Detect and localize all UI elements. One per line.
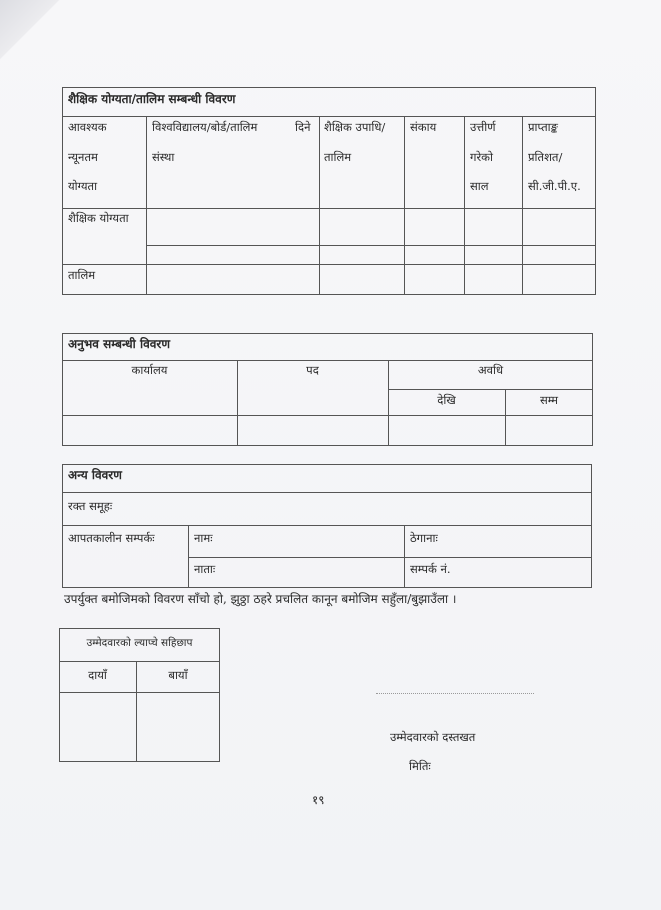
date-label: मितिः xyxy=(409,759,431,773)
signature-line xyxy=(376,693,534,694)
col-post: पद xyxy=(306,363,319,377)
relation-label: नाताः xyxy=(194,562,216,576)
col-required-line3: योग्यता xyxy=(68,179,98,193)
col-period: अवधि xyxy=(477,363,504,377)
row-training-label: तालिम xyxy=(68,268,96,282)
col-passed-line3: साल xyxy=(470,179,489,193)
col-score-line3: सी.जी.पी.ए. xyxy=(528,179,581,193)
col-passed-line1: उत्तीर्ण xyxy=(470,120,496,134)
col-institution-line2: संस्था xyxy=(152,150,175,164)
col-faculty: संकाय xyxy=(410,120,437,134)
address-label: ठेगानाः xyxy=(410,531,438,545)
blood-group-label: रक्त समूहः xyxy=(68,499,113,513)
col-to: सम्म xyxy=(539,393,559,407)
thumbprint-left-label: बायाँ xyxy=(168,668,188,682)
col-score-line2: प्रतिशत/ xyxy=(528,150,563,164)
education-heading: शैक्षिक योग्यता/तालिम सम्बन्धी विवरण xyxy=(68,92,236,106)
col-degree-line2: तालिम xyxy=(324,150,352,164)
col-institution-word: दिने xyxy=(295,120,311,134)
col-passed-line2: गरेको xyxy=(470,150,493,164)
signature-label: उम्मेदवारको दस्तखत xyxy=(390,730,476,744)
col-required-line1: आवश्यक xyxy=(68,120,107,134)
page-number: १९ xyxy=(312,793,325,807)
col-score-line1: प्राप्ताङ्क xyxy=(528,120,558,134)
emergency-contact-label: आपतकालीन सम्पर्कः xyxy=(68,531,155,545)
contact-number-label: सम्पर्क नं. xyxy=(410,562,451,576)
page-fold xyxy=(0,0,60,70)
col-degree-line1: शैक्षिक उपाधि/ xyxy=(324,120,386,134)
other-details-table xyxy=(62,464,592,588)
col-required-line2: न्यूनतम xyxy=(68,150,98,164)
name-label: नामः xyxy=(194,531,213,545)
row-qualification-label: शैक्षिक योग्यता xyxy=(68,211,129,225)
other-heading: अन्य विवरण xyxy=(68,468,122,482)
col-office: कार्यालय xyxy=(131,363,168,377)
thumbprint-heading: उम्मेदवारको ल्याप्चे सहिछाप xyxy=(86,637,193,649)
col-institution-line1: विश्वविद्यालय/बोर्ड/तालिम xyxy=(152,120,258,134)
declaration-text: उपर्युक्त बमोजिमको विवरण साँचो हो, झुठ्ठा ठहरे प्रचलित कानून बमोजिम सहुँला/बुझाउँला । xyxy=(64,592,457,606)
thumbprint-right-label: दायाँ xyxy=(88,668,107,682)
experience-heading: अनुभव सम्बन्धी विवरण xyxy=(68,337,171,351)
col-from: देखि xyxy=(437,393,456,407)
